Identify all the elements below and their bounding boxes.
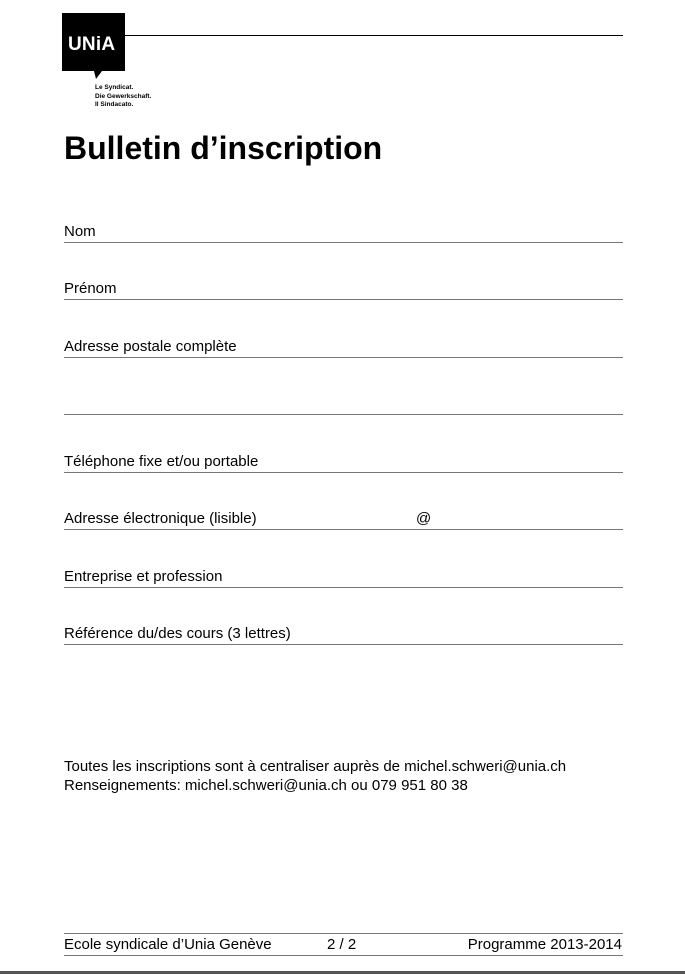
first-name-field[interactable] bbox=[64, 279, 623, 300]
name-field[interactable] bbox=[64, 222, 623, 243]
logo-wordmark: UNiA bbox=[68, 34, 116, 55]
course-reference-field[interactable] bbox=[64, 624, 623, 645]
at-sign: @ bbox=[416, 510, 432, 527]
field-label: Adresse électronique (lisible) bbox=[64, 510, 257, 527]
field-label: Nom bbox=[64, 223, 96, 240]
unia-logo bbox=[62, 13, 125, 79]
footer-school-name: Ecole syndicale d’Unia Genève bbox=[64, 936, 272, 953]
postal-address-continuation-line[interactable] bbox=[64, 414, 623, 415]
postal-address-field[interactable] bbox=[64, 337, 623, 358]
logo-tagline bbox=[95, 84, 151, 110]
company-profession-field[interactable] bbox=[64, 567, 623, 588]
footer-rule-bottom bbox=[64, 955, 623, 956]
field-label: Adresse postale complète bbox=[64, 338, 237, 355]
header-rule bbox=[125, 35, 623, 36]
email-field[interactable] bbox=[64, 509, 623, 530]
footer-page-number: 2 / 2 bbox=[327, 936, 357, 953]
page-title: Bulletin d’inscription bbox=[64, 130, 383, 166]
registration-note: Toutes les inscriptions sont à centraliser auprès de michel.schweri@unia.ch bbox=[64, 758, 567, 775]
information-note: Renseignements: michel.schweri@unia.ch ou 079 951 80 38 bbox=[64, 777, 468, 794]
field-label: Téléphone fixe et/ou portable bbox=[64, 453, 259, 470]
field-label: Prénom bbox=[64, 280, 117, 297]
phone-field[interactable] bbox=[64, 452, 623, 473]
field-label: Référence du/des cours (3 lettres) bbox=[64, 625, 291, 642]
footer-rule-top bbox=[64, 933, 623, 934]
tagline-line: Le Syndicat. bbox=[95, 84, 134, 91]
contact-info bbox=[64, 757, 566, 795]
tagline-line: Il Sindacato. bbox=[95, 101, 134, 108]
field-label: Entreprise et profession bbox=[64, 568, 223, 585]
tagline-line: Die Gewerkschaft. bbox=[95, 92, 152, 100]
footer-programme: Programme 2013-2014 bbox=[467, 936, 622, 953]
